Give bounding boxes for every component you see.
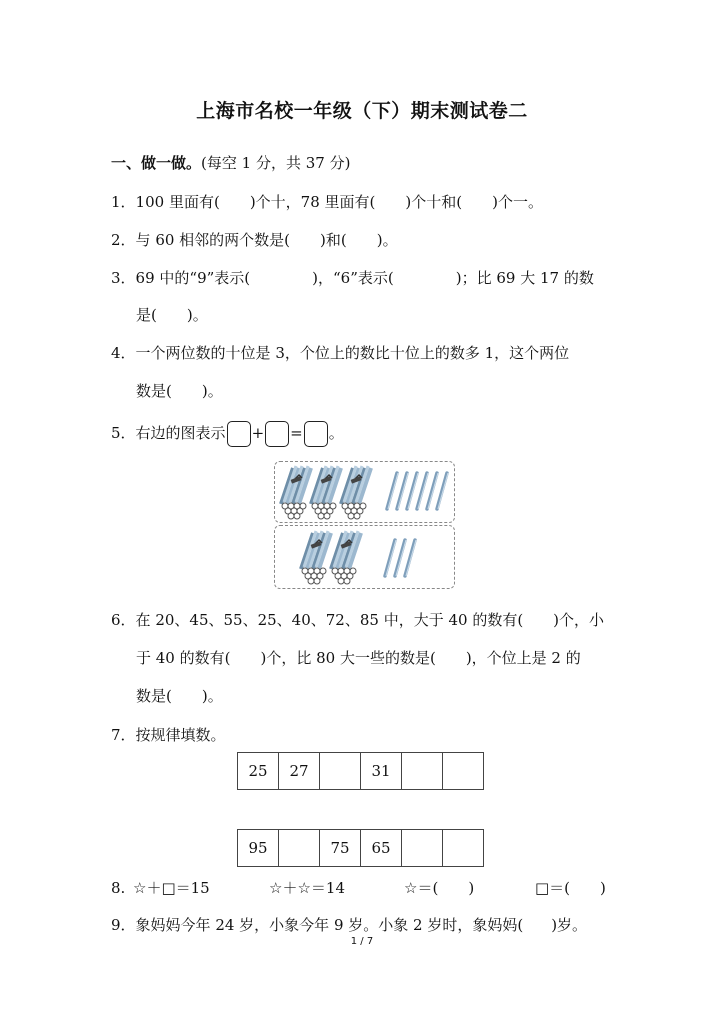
q6-text-b: )个，小 xyxy=(553,611,605,629)
q9-text-b: )岁。 xyxy=(551,916,588,934)
page-number: 1 / 7 xyxy=(350,936,374,947)
question-7 xyxy=(111,725,226,745)
q8-text-d: ) xyxy=(600,879,606,897)
q1-number: 1． xyxy=(111,193,136,211)
q5-text: 右边的图表示 xyxy=(135,424,226,442)
sequence-cell: 95 xyxy=(238,830,279,867)
q1-text-b: )个十，78 里面有( xyxy=(249,193,376,211)
sequence-cell: 31 xyxy=(361,753,402,790)
q8-answer-square xyxy=(535,878,606,898)
question-6-line-3 xyxy=(136,686,223,706)
sequence-cell-blank[interactable] xyxy=(443,753,484,790)
question-5 xyxy=(111,420,344,447)
q1-text-a: 100 里面有( xyxy=(135,193,220,211)
question-4 xyxy=(111,343,569,363)
stick-bundles-illustration-2 xyxy=(275,526,454,588)
q8-answer-star xyxy=(404,878,474,898)
q4-text-b: 数是( xyxy=(136,382,172,400)
q3-number: 3． xyxy=(111,269,136,287)
sequence-cell-blank[interactable] xyxy=(402,753,443,790)
sequence-table-2 xyxy=(237,829,484,867)
q5-answer-box-2[interactable] xyxy=(265,421,289,447)
q8-text-a: ☆＝( xyxy=(404,879,439,897)
sequence-cell: 65 xyxy=(361,830,402,867)
q5-plus: + xyxy=(251,424,265,442)
sequence-cell: 75 xyxy=(320,830,361,867)
q8-text-b: ) xyxy=(468,879,475,897)
q2-text-a: 与 60 相邻的两个数是( xyxy=(135,231,291,249)
sticks-picture-bottom xyxy=(274,525,455,589)
question-1 xyxy=(111,192,543,212)
q2-text-c: )。 xyxy=(376,231,398,249)
q2-text-b: )和( xyxy=(320,231,347,249)
q3-text-b: )，“6”表示( xyxy=(312,269,394,287)
q2-number: 2． xyxy=(111,231,136,249)
q6-text-d: )个，比 80 大一些的数是( xyxy=(260,649,436,667)
q6-text-a: 在 20、45、55、25、40、72、85 中，大于 40 的数有( xyxy=(135,611,524,629)
q7-number: 7． xyxy=(111,726,136,744)
q5-number: 5． xyxy=(111,424,136,442)
q4-text-a: 一个两位数的十位是 3，个位上的数比十位上的数多 1，这个两位 xyxy=(135,344,570,362)
q1-text-c: )个十和( xyxy=(405,193,463,211)
section-score-note: (每空 1 分，共 37 分) xyxy=(201,154,351,172)
stick-bundles-illustration xyxy=(275,462,454,522)
sequence-table-1 xyxy=(237,752,484,790)
sequence-cell: 27 xyxy=(279,753,320,790)
q4-text-c: )。 xyxy=(201,382,223,400)
q4-number: 4． xyxy=(111,344,136,362)
q8-equation-1: ☆＋□＝15 xyxy=(133,879,210,897)
q7-text: 按规律填数。 xyxy=(135,726,226,744)
question-2 xyxy=(111,230,398,250)
q3-text-d: 是( xyxy=(136,306,157,324)
q5-answer-box-1[interactable] xyxy=(227,421,251,447)
q1-text-d: )个一。 xyxy=(492,193,543,211)
sequence-cell-blank[interactable] xyxy=(402,830,443,867)
sequence-cell-blank[interactable] xyxy=(443,830,484,867)
q9-number: 9． xyxy=(111,916,136,934)
table-row xyxy=(238,830,484,867)
q8-number: 8. xyxy=(111,879,126,897)
sticks-picture-top xyxy=(274,461,455,523)
question-4-line-2 xyxy=(136,381,223,401)
q3-text-c: )；比 69 大 17 的数 xyxy=(455,269,594,287)
q3-text-a: 69 中的“9”表示( xyxy=(135,269,251,287)
sequence-cell: 25 xyxy=(238,753,279,790)
q5-end: 。 xyxy=(328,424,344,442)
sequence-cell-blank[interactable] xyxy=(320,753,361,790)
question-3 xyxy=(111,268,594,288)
q6-text-g: )。 xyxy=(201,687,223,705)
q6-number: 6． xyxy=(111,611,136,629)
table-row xyxy=(238,753,484,790)
question-3-line-2 xyxy=(136,305,208,325)
q8-equation-2: ☆＋☆＝14 xyxy=(269,879,345,897)
q6-text-f: 数是( xyxy=(136,687,172,705)
question-6 xyxy=(111,610,604,630)
q6-text-e: )，个位上是 2 的 xyxy=(465,649,581,667)
question-6-line-2 xyxy=(136,648,581,668)
question-9 xyxy=(111,915,587,935)
q6-text-c: 于 40 的数有( xyxy=(136,649,231,667)
q5-equals: = xyxy=(290,424,303,442)
page-title: 上海市名校一年级（下）期末测试卷二 xyxy=(196,100,528,122)
q3-text-e: )。 xyxy=(186,306,208,324)
q8-text-c: □＝( xyxy=(535,879,571,897)
section-heading xyxy=(111,153,350,173)
sequence-cell-blank[interactable] xyxy=(279,830,320,867)
section-title: 一、做一做。 xyxy=(111,154,202,172)
q5-answer-box-3[interactable] xyxy=(304,421,328,447)
q9-text-a: 象妈妈今年 24 岁，小象今年 9 岁。小象 2 岁时，象妈妈( xyxy=(135,916,524,934)
